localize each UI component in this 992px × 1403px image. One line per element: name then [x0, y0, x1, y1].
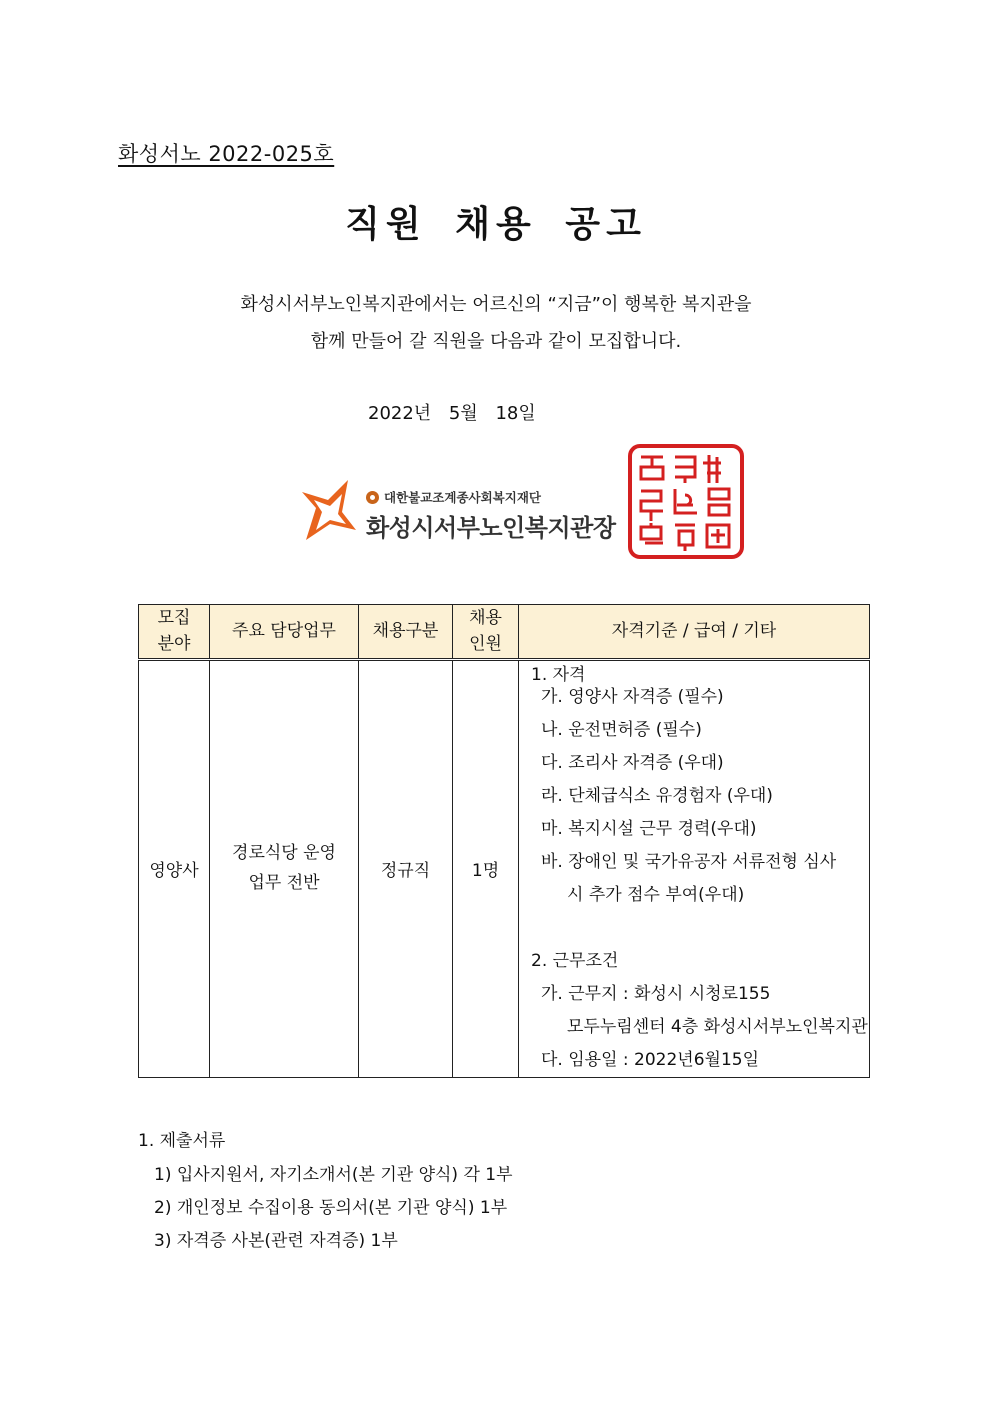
header-count-line1: 채용 [469, 608, 502, 628]
cell-field: 영양사 [139, 659, 210, 1077]
spacer [531, 912, 869, 945]
document-number: 화성서노 2022-025호 [118, 142, 335, 166]
table-row [139, 659, 870, 1077]
table-header-row [139, 605, 870, 660]
qualification-item: 바. 장애인 및 국가유공자 서류전형 심사 [541, 851, 837, 872]
header-criteria: 자격기준 / 급여 / 기타 [519, 605, 870, 660]
qualification-item: 다. 조리사 자격증 (우대) [541, 752, 724, 773]
cell-type: 정규직 [359, 659, 453, 1077]
organization-head-name: 화성시서부노인복지관장 [366, 514, 616, 542]
qualification-item-continued: 시 추가 점수 부여(우대) [567, 884, 745, 905]
qualification-heading: 1. 자격 [531, 664, 586, 685]
header-field [139, 605, 210, 660]
dharma-wheel-icon [366, 491, 379, 504]
cell-duty [210, 659, 359, 1077]
qualification-item: 마. 복지시설 근무 경력(우대) [541, 818, 757, 839]
header-field-line2: 분야 [157, 634, 191, 655]
page-title: 직원 채용 공고 [345, 204, 647, 245]
qualification-item: 나. 운전면허증 (필수) [541, 719, 702, 740]
condition-start-date: 다. 임용일 : 2022년6월15일 [541, 1049, 760, 1070]
header-field-line1: 모집 [157, 608, 191, 628]
recruitment-table [138, 604, 870, 1078]
official-seal-icon [627, 443, 745, 560]
cell-criteria [519, 659, 870, 1077]
header-count [453, 605, 519, 660]
condition-location-continued: 모두누림센터 4층 화성시서부노인복지관 [567, 1016, 868, 1037]
foundation-name-text: 대한불교조계종사회복지재단 [384, 490, 541, 505]
foundation-name [366, 488, 541, 506]
documents-heading: 1. 제출서류 [138, 1131, 226, 1151]
document-item: 2) 개인정보 수집이용 동의서(본 기관 양식) 1부 [154, 1198, 508, 1218]
header-type: 채용구분 [359, 605, 453, 660]
document-item: 1) 입사지원서, 자기소개서(본 기관 양식) 각 1부 [154, 1165, 513, 1185]
conditions-heading: 2. 근무조건 [531, 950, 619, 971]
foundation-logo-icon [298, 478, 358, 544]
cell-duty-line1: 경로식당 운영 [232, 842, 336, 863]
cell-count: 1명 [453, 659, 519, 1077]
intro-line-2: 함께 만들어 갈 직원을 다음과 같이 모집합니다. [310, 331, 682, 352]
qualification-item: 라. 단체급식소 유경험자 (우대) [541, 785, 773, 806]
condition-location: 가. 근무지 : 화성시 시청로155 [541, 983, 771, 1004]
cell-duty-line2: 업무 전반 [248, 872, 320, 893]
announcement-date: 2022년 5월 18일 [368, 403, 536, 424]
qualification-item: 가. 영양사 자격증 (필수) [541, 686, 724, 707]
document-item: 3) 자격증 사본(관련 자격증) 1부 [154, 1231, 398, 1251]
header-count-line2: 인원 [469, 634, 502, 655]
header-duty: 주요 담당업무 [210, 605, 359, 660]
intro-line-1: 화성시서부노인복지관에서는 어르신의 “지금”이 행복한 복지관을 [240, 294, 752, 315]
